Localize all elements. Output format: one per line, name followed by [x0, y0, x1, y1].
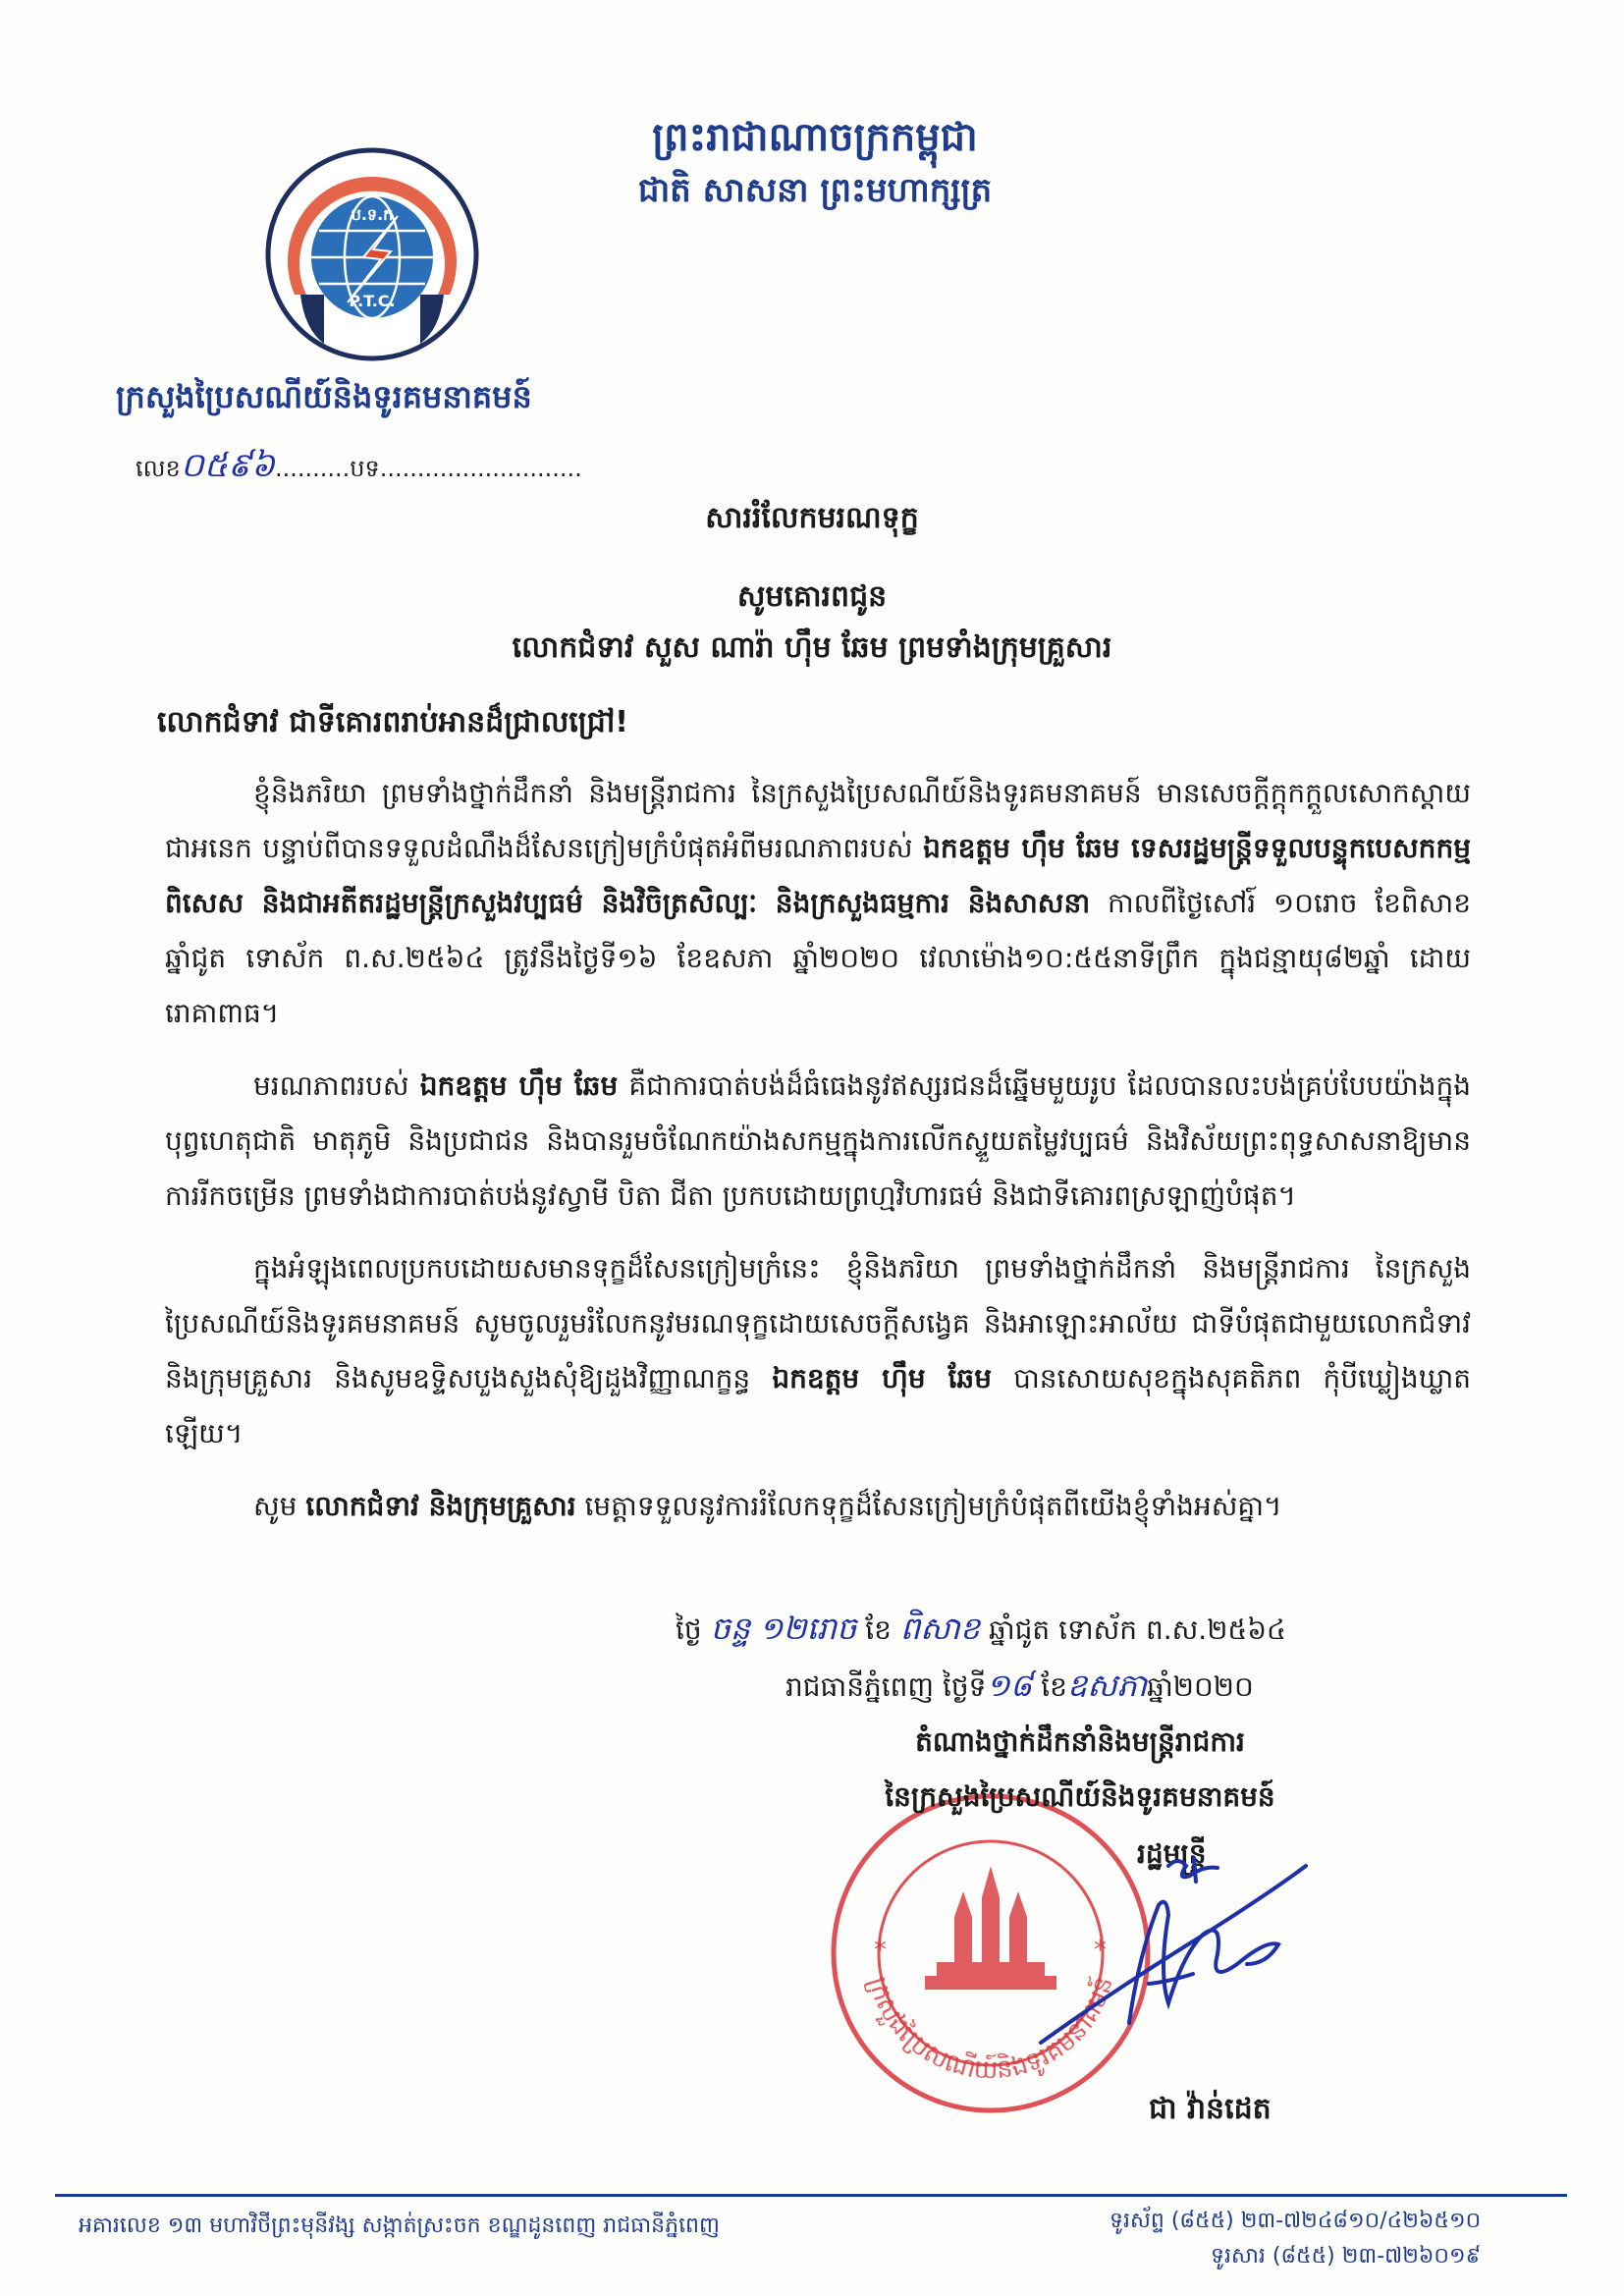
paragraph-4 — [165, 1479, 1471, 1534]
lunar-day: ចន្ទ — [710, 1610, 751, 1647]
p3-text-a: ក្នុងអំឡុងពេលប្រកបដោយសមានទុក្ខដ៏សែនក្រៀមក្រំនេះ ខ្ញុំនិងភរិយា ព្រមទាំងថ្នាក់ដឹកនាំ និងមន្ត្រីរាជការ នៃក្រសួងប្រៃសណីយ៍និងទូរគមនាគមន៍ សូមចូលរួមរំលែកនូវមរណទុក្ខដោយសេចក្ដីសង្វេគ និងអាឡោះអាល័យ ជាទីបំផុតជាមួយលោកជំទាវ និងក្រុមគ្រួសារ និងសូមឧទ្ទិសបួងសួងសុំឱ្យដួងវិញ្ញាណក្ខន្ធ — [165, 1252, 1471, 1394]
footer-divider — [55, 2194, 1567, 2197]
signature-title: រដ្ឋមន្ត្រី — [1137, 1837, 1207, 1870]
ref-dots: .......... — [275, 455, 351, 482]
footer-contacts — [1110, 2204, 1481, 2274]
lunar-date-value: ១២រោច — [759, 1610, 857, 1647]
p1-text-bold: ឯកឧត្តម ហ៊ឹម ឆែម ទេសរដ្ឋមន្ត្រីទទួលបន្ទុកបេសកកម្មពិសេស និងជាអតីតរដ្ឋមន្ត្រីក្រសួងវប្បធម៌ និងវិចិត្រសិល្បៈ និងក្រសួងធម្មការ និងសាសនា — [165, 832, 1471, 919]
lunar-year: ឆ្នាំជូត ទោស័ក ព.ស.២៥៦៤ — [988, 1613, 1286, 1646]
letter-title: សាររំលែកមរណទុក្ខ — [705, 501, 919, 535]
p2-text-bold: ឯកឧត្តម ហ៊ឹម ឆែម — [419, 1069, 619, 1102]
recipient-intro: សូមគោរពជូន — [736, 579, 888, 614]
p1-text-c: កាលពីថ្ងៃសៅរ៍ ១០រោច ខែពិសាខ ឆ្នាំជូត ទោស័ក ព.ស.២៥៦៤ ត្រូវនឹងថ្ងៃទី១៦ ខែឧសភា ឆ្នាំ២០២០ វេលាម៉ោង១០:៥៥នាទីព្រឹក ក្នុងជន្មាយុ៨២ឆ្នាំ ដោយរោគាពាធ។ — [165, 887, 1472, 1029]
logo-top-text: ប.ទ.ក — [351, 205, 394, 224]
salutation: លោកជំទាវ ជាទីគោរពរាប់អានដ៏ជ្រាលជ្រៅ! — [157, 705, 628, 739]
solar-year: ឆ្នាំ២០២០ — [1147, 1670, 1254, 1703]
solar-month: ឧសភា — [1066, 1667, 1148, 1704]
ref-prefix: លេខ — [135, 455, 181, 482]
p3-text-c: បានសោយសុខក្នុងសុគតិភព កុំបីឃ្លៀងឃ្លាតឡើយ។ — [165, 1362, 1472, 1449]
footer-phone: ទូរស័ព្ទ (៨៥៥) ២៣-៧២៤៨១០/៤២៦៥១០ — [1110, 2209, 1482, 2233]
lunar-prefix: ថ្ងៃ — [676, 1613, 702, 1646]
p4-text-bold: លោកជំទាវ និងក្រុមគ្រួសារ — [305, 1490, 576, 1522]
solar-month-label: ខែ — [1041, 1670, 1067, 1703]
ministry-logo — [265, 147, 479, 361]
lunar-date — [676, 1609, 1286, 1655]
lunar-month-label: ខែ — [865, 1613, 892, 1646]
footer-address: អគារលេខ ១៣ មហាវិថីព្រះមុនីវង្ស សង្កាត់ស្រះចក ខណ្ឌដូនពេញ រាជធានីភ្នំពេញ — [79, 2214, 720, 2238]
p2-text-c: គឺជាការបាត់បង់ដ៏ធំធេងនូវឥស្សរជនដ៏ឆ្នើមមួយរូប ដែលបានលះបង់គ្រប់បែបយ៉ាងក្នុងបុព្វហេតុជាតិ មាតុភូមិ និងប្រជាជន និងបានរួមចំណែកយ៉ាងសកម្មក្នុងការលើកស្ទួយតម្លៃវប្បធម៌ និងវិស័យព្រះពុទ្ធសាសនាឱ្យមានការរីកចម្រើន ព្រមទាំងជាការបាត់បង់នូវស្វាមី បិតា ជីតា ប្រកបដោយព្រហ្មវិហារធម៌ និងជាទីគោរពស្រឡាញ់បំផុត។ — [165, 1069, 1472, 1212]
ministry-name: ក្រសួងប្រៃសណីយ៍និងទូរគមនាគមន៍ — [116, 378, 532, 415]
signature-org-line-2: នៃក្រសួងប្រៃសណីយ៍និងទូរគមនាគមន៍ — [885, 1780, 1275, 1813]
lunar-month: ពិសាខ — [899, 1610, 981, 1647]
paragraph-2 — [165, 1059, 1471, 1224]
paragraph-1 — [165, 766, 1471, 1041]
signature-org-line-1: តំណាងថ្នាក់ដឹកនាំនិងមន្ត្រីរាជការ — [915, 1725, 1245, 1758]
reference-line — [135, 444, 582, 493]
solar-date — [785, 1666, 1254, 1712]
logo-bottom-text: P.T.C. — [349, 292, 396, 310]
ref-number: ០៥៩៦ — [180, 446, 275, 485]
kingdom-header — [550, 110, 1080, 216]
handwritten-signature — [1021, 1836, 1316, 2052]
p4-text-a: សូម — [253, 1490, 298, 1522]
solar-prefix: រាជធានីភ្នំពេញ ថ្ងៃទី — [785, 1670, 987, 1703]
p3-text-bold: ឯកឧត្តម ហ៊ឹម ឆែម — [772, 1362, 992, 1394]
p1-text-a: ខ្ញុំនិងភរិយា ព្រមទាំងថ្នាក់ដឹកនាំ និងមន្ត្រីរាជការ នៃក្រសួងប្រៃសណីយ៍និងទូរគមនាគមន៍ មានសេចក្ដីក្ដុកក្ដួលសោកស្ដាយជាអនេក បន្ទាប់ពីបានទទួលដំណឹងដ៏សែនក្រៀមក្រំបំផុតអំពីមរណភាពរបស់ — [165, 777, 1471, 864]
ref-suffix: បទ — [350, 455, 380, 482]
solar-day: ១៨ — [986, 1667, 1033, 1704]
p2-text-a: មរណភាពរបស់ — [253, 1069, 409, 1102]
footer-fax: ទូរសារ (៨៥៥) ២៣-៧២៦០១៩ — [1211, 2244, 1482, 2269]
national-motto: ជាតិ សាសនា ព្រះមហាក្សត្រ — [637, 171, 993, 210]
kingdom-title: ព្រះរាជាណាចក្រកម្ពុជា — [652, 115, 978, 160]
svg-text:*: * — [1094, 1936, 1107, 1965]
signatory-name: ជា វ៉ាន់ដេត — [1149, 2092, 1272, 2126]
p4-text-c: មេត្តាទទួលនូវការរំលែកទុក្ខដ៏សែនក្រៀមក្រំបំផុតពីយើងខ្ញុំទាំងអស់គ្នា។ — [584, 1490, 1282, 1522]
recipient-name: លោកជំទាវ សួស ណារ៉ា ហ៊ឹម ឆែម ព្រមទាំងក្រុមគ្រួសារ — [512, 630, 1112, 665]
svg-text:*: * — [874, 1936, 887, 1965]
ref-dots-2: ........................... — [379, 455, 582, 482]
paragraph-3 — [165, 1241, 1471, 1461]
letter-body — [165, 766, 1471, 1552]
stamp-text: ក្រសួងប្រៃសណីយ៍និងទូរគមនាគមន៍ — [861, 1973, 1120, 2086]
